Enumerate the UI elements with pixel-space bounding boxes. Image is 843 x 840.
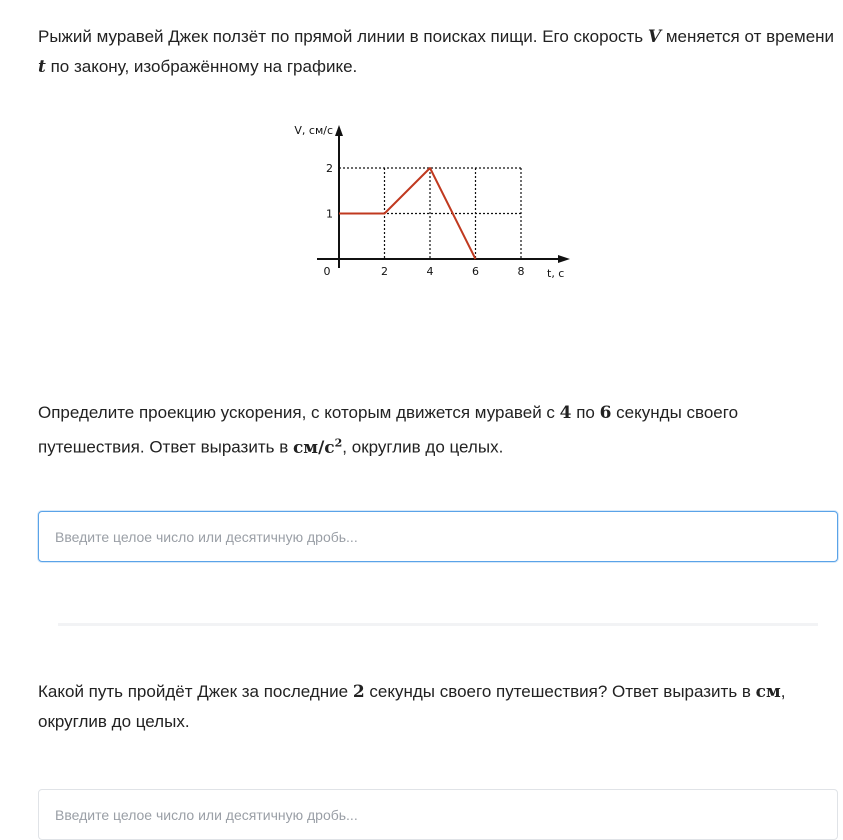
q1-text-b: по xyxy=(572,403,600,422)
q1-number-b: 6 xyxy=(600,403,612,423)
q2-text-c: , округлив до целых. xyxy=(38,682,786,731)
q1-text-d: , округлив до целых. xyxy=(342,438,503,457)
q2-unit: см xyxy=(756,682,781,702)
x-tick-label-1: 2 xyxy=(381,265,388,278)
q1-text-c: секунды своего путешествия. Ответ выразить в xyxy=(38,403,738,457)
q1-unit-exponent: 2 xyxy=(335,436,343,449)
q2-text-b: секунды своего путешествия? Ответ выразить в xyxy=(365,682,756,701)
y-axis-arrow xyxy=(335,125,343,136)
velocity-chart xyxy=(280,118,580,293)
variable-t: t xyxy=(38,57,46,77)
task-intro xyxy=(38,22,838,82)
y-axis-label: V, см/с xyxy=(294,124,333,137)
answer-input-2[interactable] xyxy=(38,789,838,840)
intro-text-a: Рыжий муравей Джек ползёт по прямой линии в поисках пищи. Его скорость xyxy=(38,27,648,46)
origin-label: 0 xyxy=(324,265,331,278)
intro-text-b: меняется от времени xyxy=(661,27,834,46)
q2-number: 2 xyxy=(353,682,365,702)
q1-text-a: Определите проекцию ускорения, с которым движется муравей с xyxy=(38,403,560,422)
variable-v: V xyxy=(648,27,661,47)
x-tick-label-2: 4 xyxy=(427,265,434,278)
x-axis-label: t, с xyxy=(547,267,564,280)
intro-text-c: по закону, изображённому на графике. xyxy=(46,57,357,76)
question-1 xyxy=(38,398,838,463)
section-divider xyxy=(58,623,818,626)
answer-input-1[interactable] xyxy=(38,511,838,562)
x-axis-arrow xyxy=(558,255,570,263)
y-tick-label-1: 1 xyxy=(326,208,333,221)
question-2 xyxy=(38,677,838,737)
y-tick-label-2: 2 xyxy=(326,162,333,175)
q1-unit xyxy=(293,438,342,458)
q1-unit-base: см/с xyxy=(293,438,335,458)
chart-labels xyxy=(294,124,564,280)
q1-number-a: 4 xyxy=(560,403,572,423)
x-tick-label-3: 6 xyxy=(472,265,479,278)
q2-text-a: Какой путь пройдёт Джек за последние xyxy=(38,682,353,701)
x-tick-label-4: 8 xyxy=(518,265,525,278)
